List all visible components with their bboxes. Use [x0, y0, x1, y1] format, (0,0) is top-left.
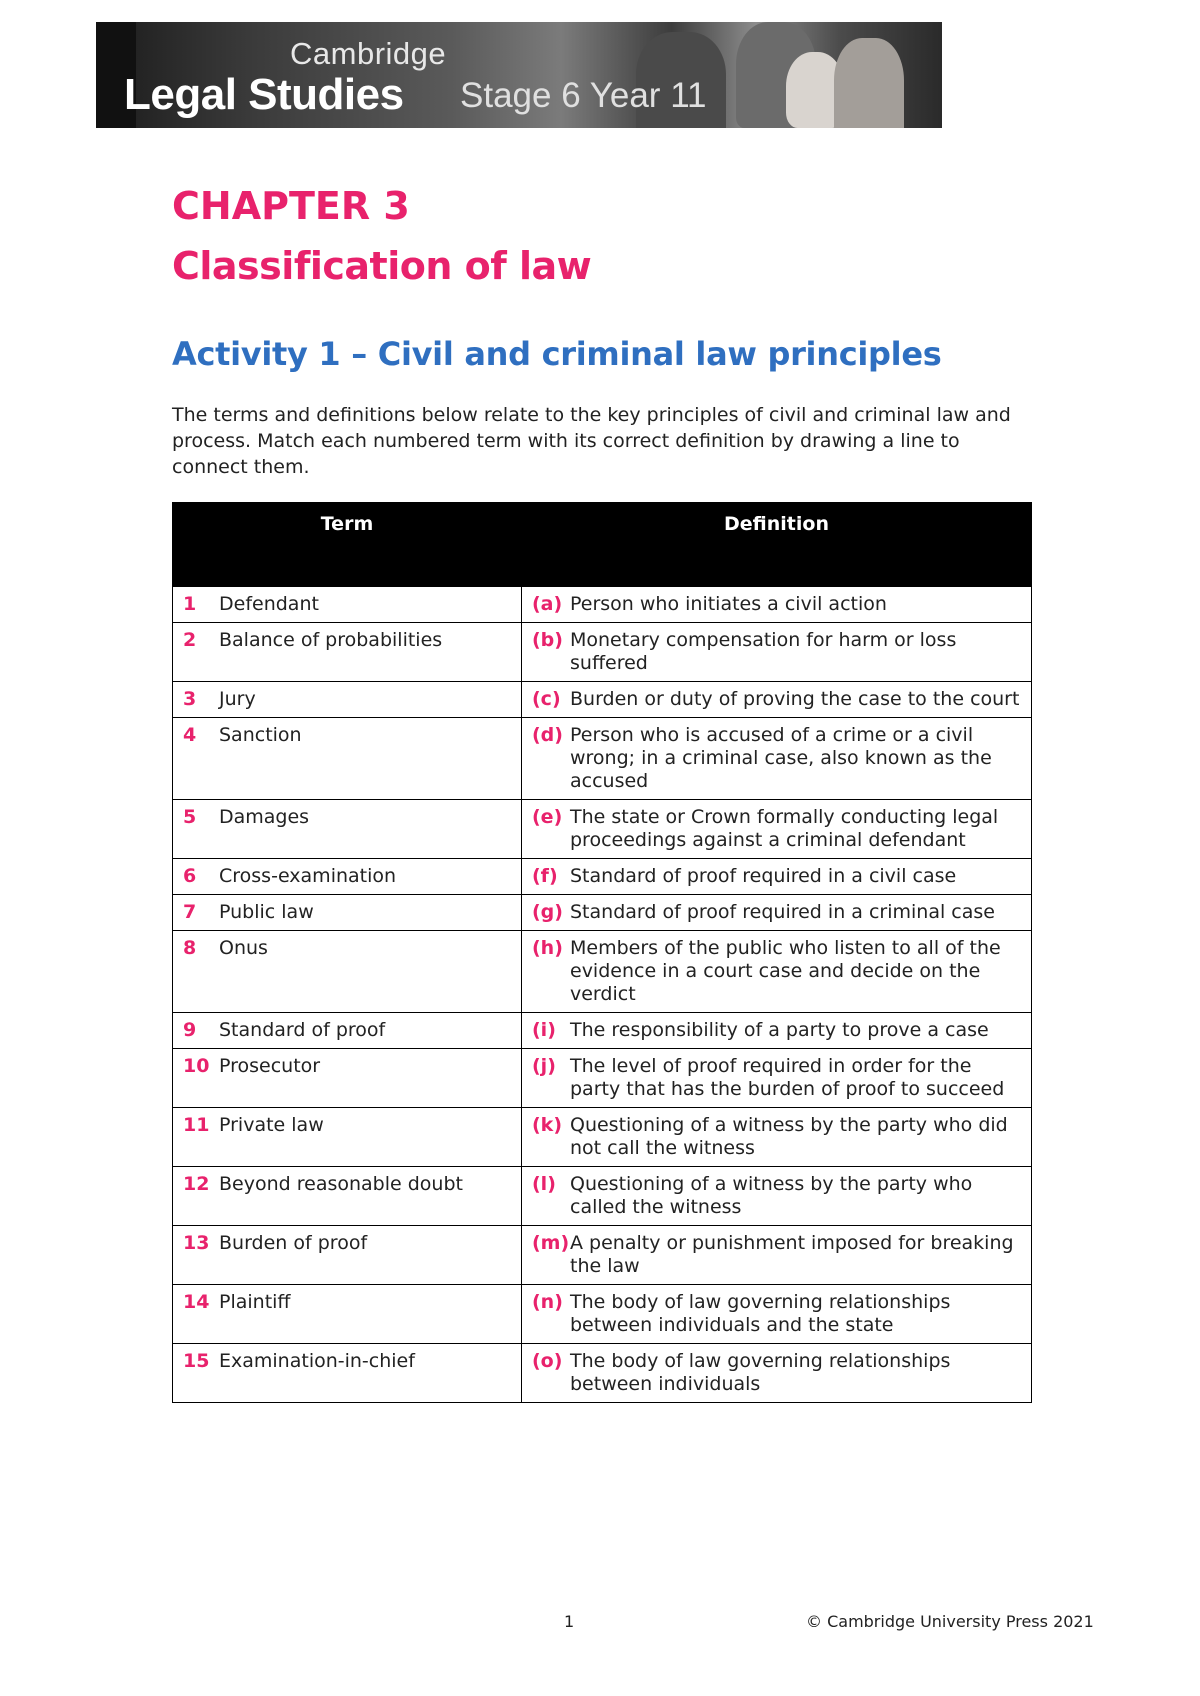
banner-publisher: Cambridge	[290, 36, 447, 71]
chapter-number: CHAPTER 3	[172, 184, 410, 228]
definition-letter: (h)	[532, 937, 563, 959]
definition-cell	[522, 587, 1032, 623]
term-number: 6	[183, 865, 197, 887]
definition-letter: (k)	[532, 1114, 563, 1136]
term-cell	[173, 895, 522, 931]
definition-cell	[522, 718, 1032, 800]
term-text: Public law	[219, 901, 314, 923]
term-cell	[173, 682, 522, 718]
activity-heading: Activity 1 – Civil and criminal law principles	[172, 335, 942, 373]
definition-cell	[522, 1013, 1032, 1049]
definition-text: Person who is accused of a crime or a civil wrong; in a criminal case, also known as the accused	[570, 724, 992, 792]
term-text: Balance of probabilities	[219, 629, 443, 651]
page-number: 1	[564, 1612, 575, 1631]
banner-photo-right	[834, 38, 904, 128]
term-number: 10	[183, 1055, 210, 1077]
definition-text: Questioning of a witness by the party who called the witness	[570, 1173, 973, 1218]
term-text: Private law	[219, 1114, 324, 1136]
banner-stage: Stage 6 Year 11	[460, 76, 707, 115]
term-text: Burden of proof	[219, 1232, 368, 1254]
table-body	[173, 587, 1032, 1403]
term-cell	[173, 587, 522, 623]
header-banner	[96, 22, 942, 128]
term-text: Jury	[219, 688, 256, 710]
definition-letter: (o)	[532, 1350, 563, 1372]
term-number: 13	[183, 1232, 210, 1254]
table-header-row	[173, 503, 1032, 587]
definition-text: Person who initiates a civil action	[570, 593, 887, 615]
term-cell	[173, 623, 522, 682]
definition-text: Members of the public who listen to all of the evidence in a court case and decide on the verdict	[570, 937, 1001, 1005]
term-text: Sanction	[219, 724, 302, 746]
term-text: Examination-in-chief	[219, 1350, 415, 1372]
term-cell	[173, 800, 522, 859]
definition-cell	[522, 1285, 1032, 1344]
term-cell	[173, 1013, 522, 1049]
definition-text: The body of law governing relationships between individuals and the state	[570, 1291, 951, 1336]
definition-text: Standard of proof required in a civil case	[570, 865, 957, 887]
table-row	[173, 682, 1032, 718]
definition-cell	[522, 1108, 1032, 1167]
table-row	[173, 1344, 1032, 1403]
term-cell	[173, 859, 522, 895]
term-text: Onus	[219, 937, 268, 959]
table-row	[173, 859, 1032, 895]
banner-title: Legal Studies	[124, 70, 404, 119]
definition-cell	[522, 1049, 1032, 1108]
definition-text: The state or Crown formally conducting legal proceedings against a criminal defendant	[570, 806, 999, 851]
definition-text: Burden or duty of proving the case to the court	[570, 688, 1020, 710]
definition-cell	[522, 682, 1032, 718]
definition-letter: (n)	[532, 1291, 563, 1313]
term-text: Cross-examination	[219, 865, 397, 887]
term-text: Standard of proof	[219, 1019, 386, 1041]
definition-text: Monetary compensation for harm or loss suffered	[570, 629, 957, 674]
table-row	[173, 718, 1032, 800]
table-row	[173, 800, 1032, 859]
definition-letter: (b)	[532, 629, 563, 651]
definition-text: A penalty or punishment imposed for breaking the law	[570, 1232, 1014, 1277]
term-text: Prosecutor	[219, 1055, 321, 1077]
definition-cell	[522, 623, 1032, 682]
definition-column-header: Definition	[522, 503, 1032, 587]
copyright-notice: © Cambridge University Press 2021	[806, 1612, 1094, 1631]
table-row	[173, 1049, 1032, 1108]
table-row	[173, 895, 1032, 931]
term-text: Plaintiff	[219, 1291, 291, 1313]
definition-letter: (i)	[532, 1019, 556, 1041]
definition-text: The responsibility of a party to prove a case	[570, 1019, 989, 1041]
table-row	[173, 587, 1032, 623]
definition-text: The body of law governing relationships between individuals	[570, 1350, 951, 1395]
term-cell	[173, 1226, 522, 1285]
matching-table	[172, 502, 1032, 1403]
term-number: 9	[183, 1019, 197, 1041]
term-number: 14	[183, 1291, 210, 1313]
table-row	[173, 931, 1032, 1013]
definition-letter: (g)	[532, 901, 563, 923]
definition-letter: (e)	[532, 806, 563, 828]
definition-cell	[522, 931, 1032, 1013]
term-cell	[173, 1344, 522, 1403]
term-cell	[173, 931, 522, 1013]
definition-letter: (d)	[532, 724, 563, 746]
definition-cell	[522, 1344, 1032, 1403]
term-text: Defendant	[219, 593, 319, 615]
definition-cell	[522, 895, 1032, 931]
term-column-header: Term	[173, 503, 522, 587]
definition-letter: (j)	[532, 1055, 556, 1077]
table-row	[173, 1013, 1032, 1049]
term-number: 7	[183, 901, 197, 923]
definition-cell	[522, 800, 1032, 859]
term-cell	[173, 718, 522, 800]
term-number: 2	[183, 629, 197, 651]
table-row	[173, 623, 1032, 682]
definition-text: Questioning of a witness by the party who did not call the witness	[570, 1114, 1008, 1159]
term-number: 15	[183, 1350, 210, 1372]
term-number: 5	[183, 806, 197, 828]
table-row	[173, 1226, 1032, 1285]
definition-letter: (l)	[532, 1173, 556, 1195]
term-number: 3	[183, 688, 197, 710]
term-cell	[173, 1285, 522, 1344]
term-number: 12	[183, 1173, 210, 1195]
definition-letter: (a)	[532, 593, 563, 615]
definition-text: Standard of proof required in a criminal case	[570, 901, 995, 923]
table-row	[173, 1167, 1032, 1226]
definition-cell	[522, 1167, 1032, 1226]
chapter-title: Classification of law	[172, 244, 592, 288]
term-text: Beyond reasonable doubt	[219, 1173, 463, 1195]
definition-letter: (f)	[532, 865, 558, 887]
table-row	[173, 1108, 1032, 1167]
term-number: 1	[183, 593, 197, 615]
definition-cell	[522, 859, 1032, 895]
term-cell	[173, 1049, 522, 1108]
table-row	[173, 1285, 1032, 1344]
definition-letter: (m)	[532, 1232, 570, 1254]
activity-instructions: The terms and definitions below relate to the key principles of civil and criminal law and process. Match each numbered term with its correct definition by drawing a line to connect them.	[172, 404, 1011, 478]
term-number: 11	[183, 1114, 210, 1136]
definition-cell	[522, 1226, 1032, 1285]
term-number: 8	[183, 937, 197, 959]
definition-text: The level of proof required in order for the party that has the burden of proof to succeed	[570, 1055, 1005, 1100]
term-number: 4	[183, 724, 197, 746]
term-cell	[173, 1108, 522, 1167]
term-text: Damages	[219, 806, 310, 828]
definition-letter: (c)	[532, 688, 561, 710]
term-cell	[173, 1167, 522, 1226]
